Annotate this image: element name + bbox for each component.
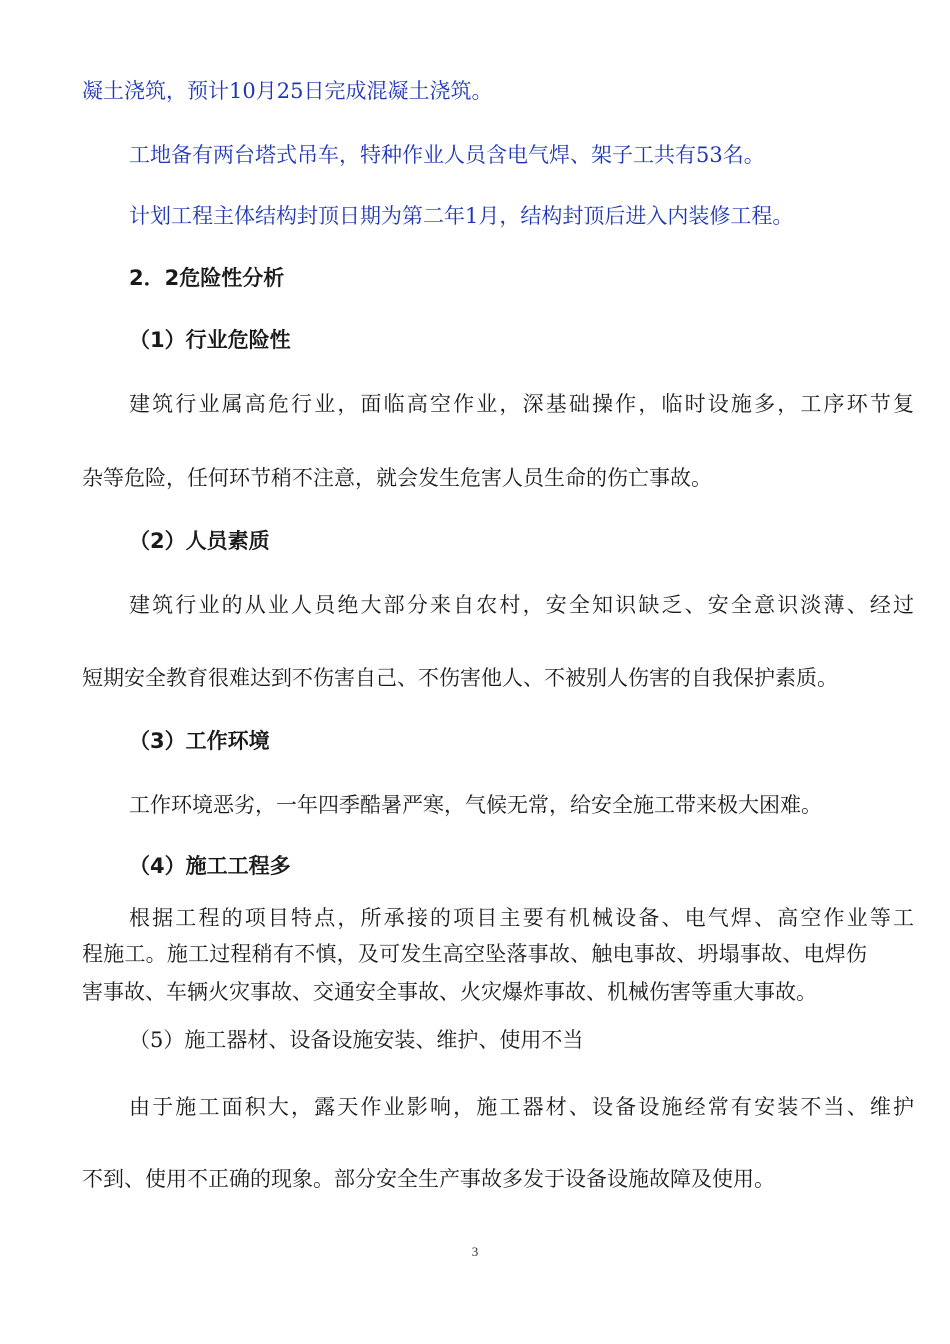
page-number: 3 [471,1244,479,1259]
body-line: 工作环境恶劣，一年四季酷暑严寒，气候无常，给安全施工带来极大困难。 [129,793,822,817]
body-line: 工地备有两台塔式吊车，特种作业人员含电气焊、架子工共有53名。 [129,143,765,167]
item-heading: （5）施工器材、设备设施安装、维护、使用不当 [129,1028,584,1052]
section-title: 2．2危险性分析 [129,266,285,290]
body-line: 杂等危险，任何环节稍不注意，就会发生危害人员生命的伤亡事故。 [82,466,712,490]
item-heading: （1）行业危险性 [129,328,291,352]
item-heading: （3）工作环境 [129,729,270,753]
body-line: 程施工。施工过程稍有不慎，及可发生高空坠落事故、触电事故、坍塌事故、电焊伤 [82,942,867,966]
item-heading: （4）施工工程多 [129,854,291,878]
body-line: 建筑行业属高危行业，面临高空作业，深基础操作，临时设施多，工序环节复 [129,392,914,416]
body-line: 根据工程的项目特点，所承接的项目主要有机械设备、电气焊、高空作业等工 [129,906,914,930]
body-line: 不到、使用不正确的现象。部分安全生产事故多发于设备设施故障及使用。 [82,1167,775,1191]
item-heading: （2）人员素质 [129,529,270,553]
body-line: 短期安全教育很难达到不伤害自己、不伤害他人、不被别人伤害的自我保护素质。 [82,666,838,690]
body-line: 计划工程主体结构封顶日期为第二年1月，结构封顶后进入内装修工程。 [129,204,794,228]
body-line: 凝土浇筑，预计10月25日完成混凝土浇筑。 [82,79,493,103]
body-line: 由于施工面积大，露天作业影响，施工器材、设备设施经常有安装不当、维护 [129,1095,914,1119]
body-line: 害事故、车辆火灾事故、交通安全事故、火灾爆炸事故、机械伤害等重大事故。 [82,980,817,1004]
body-line: 建筑行业的从业人员绝大部分来自农村，安全知识缺乏、安全意识淡薄、经过 [129,593,914,617]
